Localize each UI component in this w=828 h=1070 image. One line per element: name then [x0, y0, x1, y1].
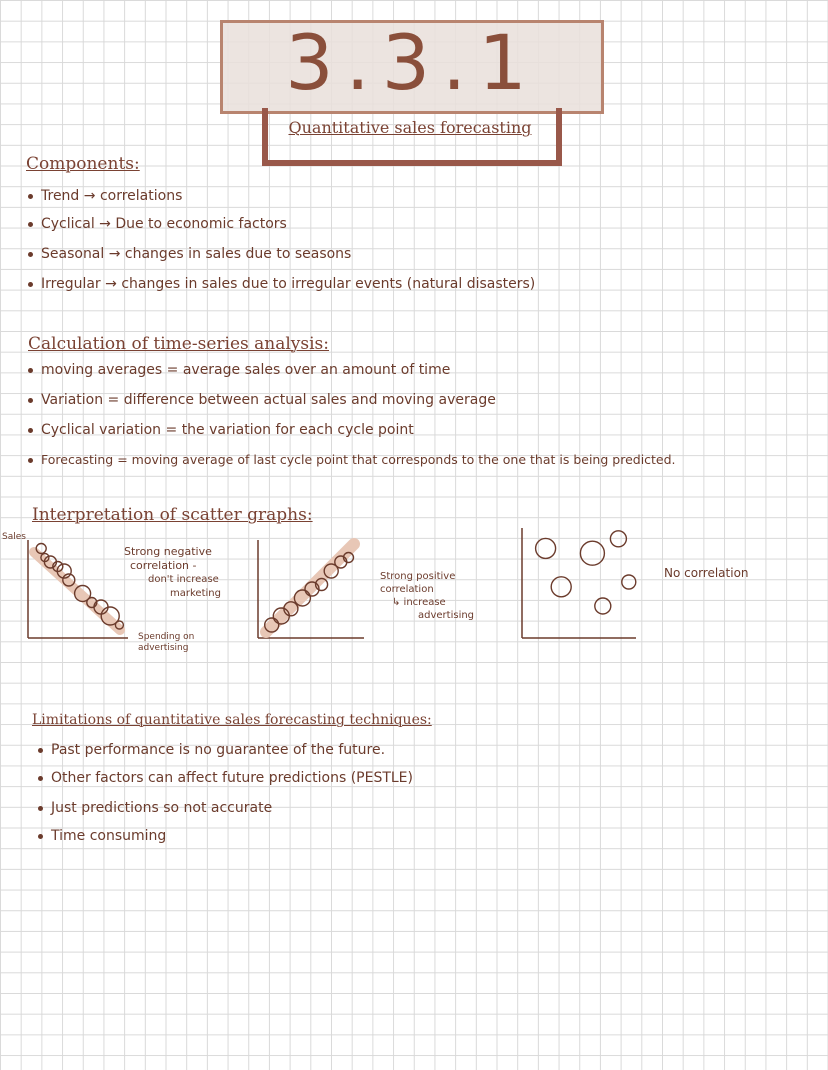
trend-band	[266, 544, 354, 632]
trend-band	[34, 552, 120, 630]
scatter-point	[551, 577, 571, 597]
scatter-point	[580, 541, 604, 565]
list-item: Just predictions so not accurate	[38, 800, 272, 816]
chart1-note: Strong negative correlation - don't increase marketing	[124, 545, 221, 599]
scatter-point	[595, 598, 611, 614]
chart2-note: Strong positive correlation ↳ increase advertising	[380, 571, 475, 621]
subtitle-box	[262, 108, 562, 166]
limitations-heading: Limitations of quantitative sales forecasting techniques:	[32, 712, 432, 728]
list-item: Irregular → changes in sales due to irregular events (natural disasters)	[28, 276, 535, 292]
no-correlation-scatter-chart	[518, 526, 640, 640]
list-item: Other factors can affect future predictions (PESTLE)	[38, 770, 413, 786]
interpretation-heading: Interpretation of scatter graphs:	[32, 505, 313, 525]
calculation-heading: Calculation of time-series analysis:	[28, 334, 330, 354]
list-item: Forecasting = moving average of last cycle point that corresponds to the one that is being predicted.	[28, 452, 676, 467]
scatter-point	[610, 531, 626, 547]
list-item: Cyclical → Due to economic factors	[28, 216, 287, 232]
positive-scatter-chart	[252, 538, 367, 640]
page-title: 3.3.1	[285, 18, 539, 107]
list-item: Variation = difference between actual sales and moving average	[28, 392, 496, 408]
components-heading: Components:	[26, 154, 140, 174]
chart1-ylabel: Sales	[2, 532, 26, 542]
list-item: Seasonal → changes in sales due to seasons	[28, 246, 351, 262]
page-subtitle: Quantitative sales forecasting	[288, 118, 532, 137]
list-item: moving averages = average sales over an amount of time	[28, 362, 450, 378]
list-item: Trend → correlations	[28, 188, 182, 204]
list-item: Cyclical variation = the variation for each cycle point	[28, 422, 414, 438]
negative-scatter-chart	[20, 538, 130, 640]
chart1-xlabel: Spending on advertising	[138, 632, 195, 653]
chart3-note: No correlation	[664, 566, 749, 580]
scatter-point	[622, 575, 636, 589]
list-item: Past performance is no guarantee of the future.	[38, 742, 385, 758]
scatter-point	[536, 538, 556, 558]
list-item: Time consuming	[38, 828, 166, 844]
